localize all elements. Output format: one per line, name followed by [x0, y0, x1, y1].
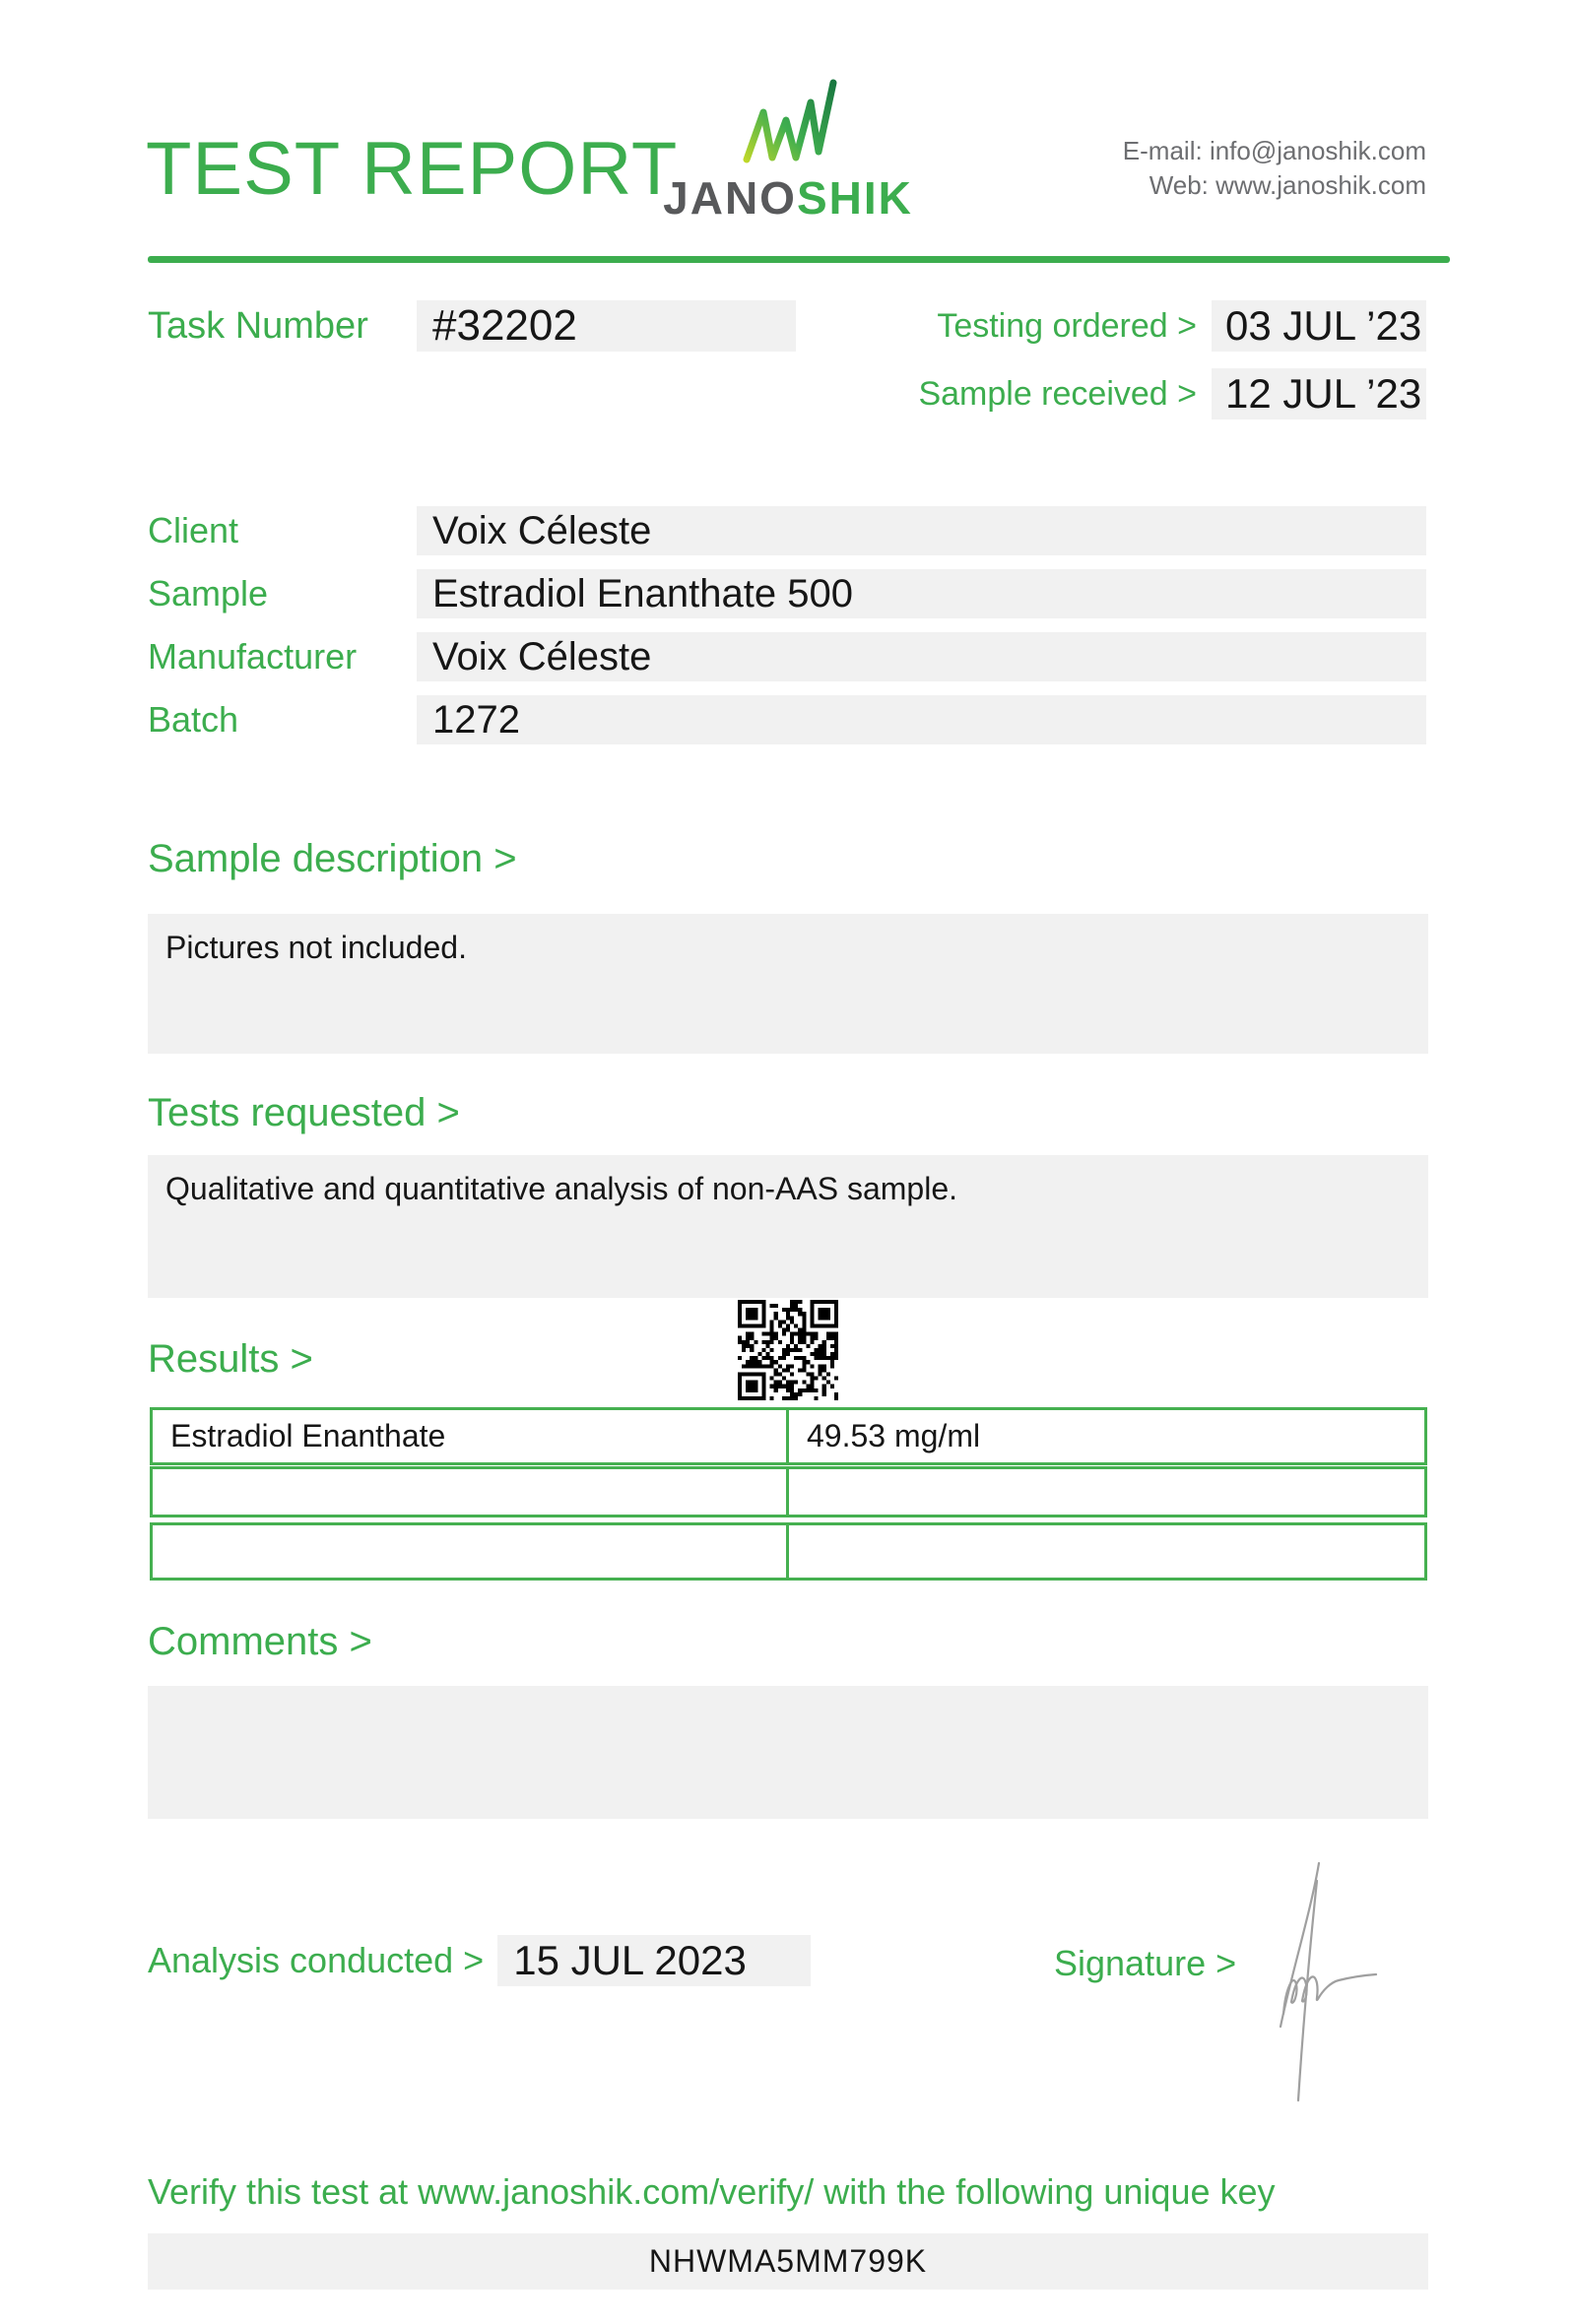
sample-received-date: 12 JUL ’23	[1212, 368, 1426, 420]
info-row-client	[148, 506, 1428, 555]
client-value: Voix Céleste	[417, 506, 1426, 555]
results-table	[150, 1407, 1427, 1581]
task-number-label: Task Number	[148, 305, 368, 347]
testing-ordered-date: 03 JUL ’23	[1212, 300, 1426, 352]
sample-label: Sample	[148, 573, 269, 613]
info-row-manufacturer	[148, 632, 1428, 681]
comments-box	[148, 1686, 1428, 1819]
analysis-conducted-label: Analysis conducted >	[148, 1940, 485, 1980]
janoshik-logo	[650, 71, 926, 225]
client-label: Client	[148, 510, 239, 550]
report-title: TEST REPORT	[146, 127, 679, 211]
manufacturer-label: Manufacturer	[148, 636, 358, 677]
sample-received-label: Sample received >	[918, 375, 1197, 413]
comments-heading: Comments >	[148, 1620, 372, 1663]
testing-ordered-label: Testing ordered >	[937, 307, 1197, 345]
contact-block	[1123, 134, 1426, 203]
tests-requested-heading: Tests requested >	[148, 1091, 460, 1134]
header-divider	[148, 256, 1450, 263]
info-row-batch	[148, 695, 1428, 744]
analysis-conducted-row	[148, 1935, 811, 1986]
logo-text-shik: SHIK	[796, 172, 913, 224]
manufacturer-value: Voix Céleste	[417, 632, 1426, 681]
sample-description-box: Pictures not included.	[148, 914, 1428, 1054]
info-row-sample	[148, 569, 1428, 618]
results-heading: Results >	[148, 1337, 313, 1381]
task-number-value: #32202	[417, 300, 796, 352]
contact-web-line	[1123, 168, 1426, 203]
web-label: Web:	[1149, 170, 1209, 200]
table-row	[150, 1407, 1427, 1465]
email-label: E-mail:	[1122, 136, 1203, 165]
signature-label: Signature >	[1054, 1943, 1237, 1983]
table-row	[150, 1522, 1427, 1581]
chart-growth-icon	[729, 71, 847, 169]
result-value: 49.53 mg/ml	[807, 1418, 981, 1453]
result-value	[789, 1525, 1424, 1578]
result-substance: Estradiol Enanthate	[153, 1410, 789, 1462]
logo-wordmark	[650, 171, 926, 225]
contact-email-line	[1123, 134, 1426, 168]
result-value	[789, 1469, 1424, 1515]
result-substance	[153, 1469, 789, 1515]
signature-image	[1264, 1856, 1412, 2107]
web-value: www.janoshik.com	[1215, 170, 1426, 200]
analysis-conducted-date: 15 JUL 2023	[497, 1935, 811, 1986]
sample-description-heading: Sample description >	[148, 837, 517, 880]
result-substance	[153, 1525, 789, 1578]
sample-value: Estradiol Enanthate 500	[417, 569, 1426, 618]
tests-requested-box: Qualitative and quantitative analysis of non-AAS sample.	[148, 1155, 1428, 1298]
unique-key: NHWMA5MM799K	[148, 2233, 1428, 2290]
email-value: info@janoshik.com	[1209, 136, 1426, 165]
verify-instruction: Verify this test at www.janoshik.com/verify/ with the following unique key	[148, 2171, 1276, 2212]
batch-label: Batch	[148, 699, 239, 740]
table-row	[150, 1466, 1427, 1517]
logo-text-jano: JANO	[663, 172, 797, 224]
batch-value: 1272	[417, 695, 1426, 744]
verification-qr	[738, 1300, 838, 1400]
